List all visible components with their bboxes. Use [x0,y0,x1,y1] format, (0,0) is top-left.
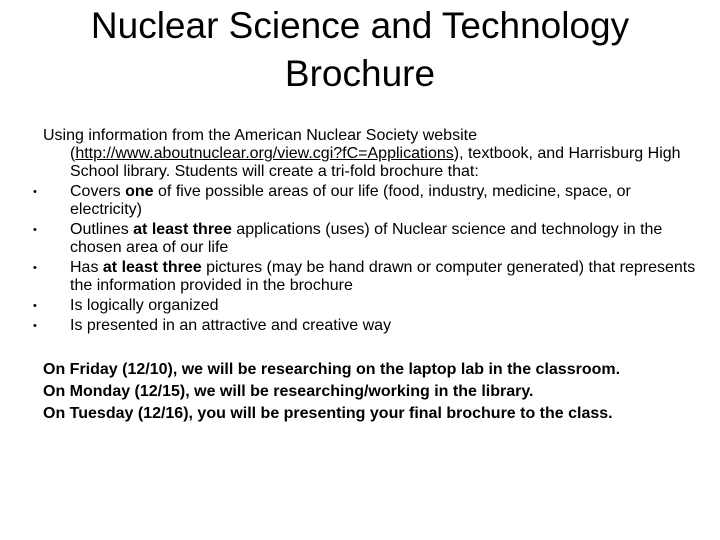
intro-text-after-link: ), textbook, and Harrisburg High School library. Students will create a tri-fold brochure that: [70,145,681,180]
criteria-item [33,259,703,295]
page-title [0,2,720,98]
criteria-list [33,183,703,335]
assignment-body [33,127,703,427]
bullet-icon: • [33,300,37,312]
title-line-2: Brochure [284,53,436,94]
criteria-text: pictures (may be hand drawn or computer generated) that represents the information provided in the brochure [70,259,696,294]
bullet-icon: • [33,262,37,274]
criteria-text: Is logically organized [70,297,219,314]
criteria-text: Outlines [70,221,134,238]
criteria-item [33,221,703,257]
criteria-item [33,183,703,219]
criteria-item [33,317,703,335]
schedule-item-tuesday: On Tuesday (12/16), you will be presenting your final brochure to the class. [43,405,613,422]
criteria-emphasis: at least three [133,221,232,238]
schedule [43,361,703,423]
bullet-icon: • [33,224,37,236]
criteria-emphasis: at least three [102,259,202,276]
intro-paragraph [43,127,703,181]
criteria-text: Is presented in an attractive and creative way [70,317,392,334]
schedule-item-friday: On Friday (12/10), we will be researching on the laptop lab in the classroom. [43,361,621,378]
criteria-text: Covers [70,183,126,200]
bullet-icon: • [33,320,37,332]
schedule-item-monday: On Monday (12/15), we will be researching/working in the library. [43,383,534,400]
intro-text-before-link: Using information from the American Nuclear Society website ( [43,127,477,162]
criteria-emphasis: one [125,183,154,200]
criteria-text: Has [70,259,103,276]
criteria-item [33,297,703,315]
criteria-text: of five possible areas of our life (food, industry, medicine, space, or electricity) [70,183,631,218]
ans-website-link[interactable]: http://www.aboutnuclear.org/view.cgi?fC=Applications [75,145,454,162]
title-line-1: Nuclear Science and Technology [90,5,630,46]
bullet-icon: • [33,186,37,198]
criteria-text: applications (uses) of Nuclear science and technology in the chosen area of our life [70,221,663,256]
